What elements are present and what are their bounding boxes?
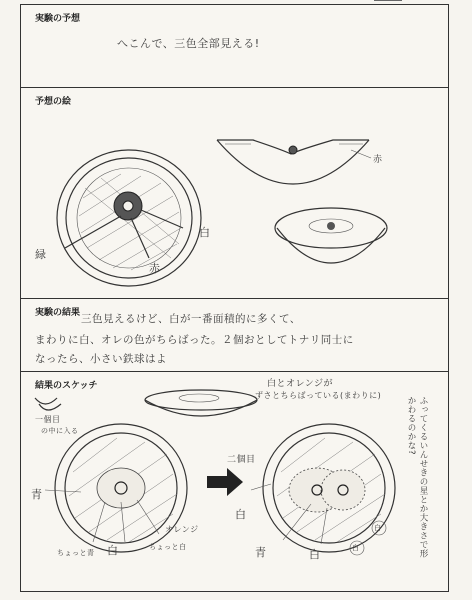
annotation-blue-left: 青 xyxy=(31,488,43,501)
section-label-prediction-drawing: 予想の絵 xyxy=(35,97,72,107)
prediction-sketch xyxy=(21,88,448,298)
section-prediction xyxy=(21,5,448,88)
section-label-result: 実験の結果 xyxy=(35,308,81,318)
annotation-white-right: 白 xyxy=(309,548,321,561)
annotation-first-inside-2: の中に入る xyxy=(41,427,79,435)
annotation-white-orange: 白とオレンジが xyxy=(267,379,334,389)
worksheet xyxy=(20,4,449,592)
prediction-text: へこんで、三色全部見える! xyxy=(117,37,260,50)
annotation-white-circled: 白 xyxy=(374,524,382,532)
result-line-2: まわりに白、オレの色がちらばった。２個おとしてトナリ同士に xyxy=(35,334,354,346)
annotation-slightly-white: ちょっと白 xyxy=(149,543,187,551)
arrow-icon xyxy=(207,468,243,496)
annotation-white-mid: 白 xyxy=(235,508,247,521)
annotation-scattered: ずさとちらばっている(まわりに) xyxy=(255,391,382,400)
result-line-3: なったら、小さい鉄球はよ xyxy=(35,353,167,365)
annotation-slightly-blue: ちょっと青 xyxy=(57,549,95,557)
annotation-orange: オレンジ xyxy=(165,525,199,534)
annotation-red: 赤 xyxy=(149,262,161,275)
annotation-white-center: 白 xyxy=(107,544,119,557)
result-line-1: 三色見えるけど、白が一番面積的に多くて、 xyxy=(81,313,301,325)
annotation-red-side: 赤 xyxy=(373,155,383,165)
annotation-vertical-note: ふってくるいんせきの星とか大きさで形かわるのかな? xyxy=(406,396,428,558)
annotation-green: 緑 xyxy=(35,248,47,261)
annotation-blue-right: 青 xyxy=(255,546,267,559)
section-label-prediction: 実験の予想 xyxy=(35,14,81,24)
small-crater-sketch xyxy=(35,398,61,410)
annotation-white-circled-2: 白 xyxy=(352,544,360,552)
small-bowl-sketch xyxy=(145,400,257,416)
annotation-white: 白 xyxy=(199,226,211,239)
section-result xyxy=(21,299,448,372)
section-prediction-drawing xyxy=(21,88,448,299)
annotation-second-time: 二個目 xyxy=(227,455,256,465)
section-result-sketch xyxy=(21,372,448,590)
annotation-first-inside: 一個目 xyxy=(35,415,61,424)
section-label-sketch: 結果のスケッチ xyxy=(35,381,98,391)
